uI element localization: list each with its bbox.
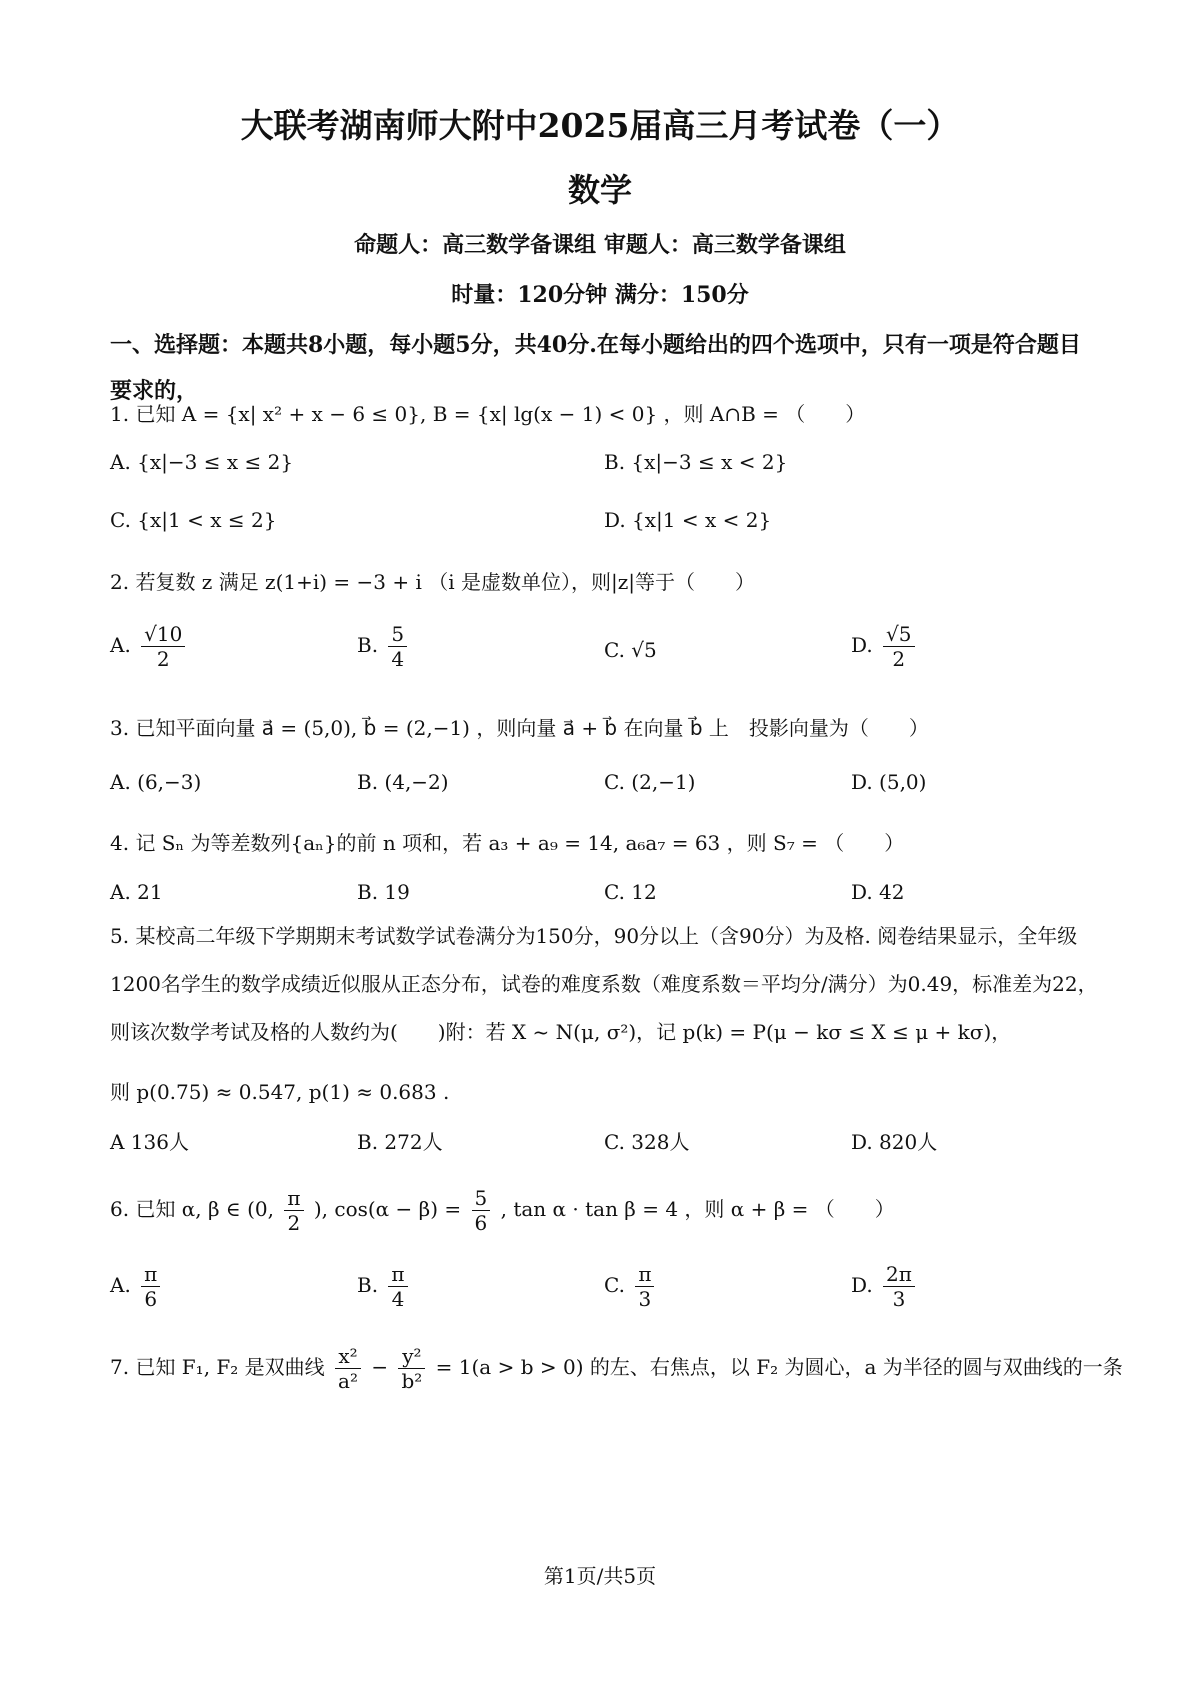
q4-option-c: C. 12 bbox=[604, 880, 657, 904]
q2-option-b-label: B. bbox=[357, 633, 379, 657]
q6-option-d-den: 3 bbox=[892, 1287, 906, 1311]
q6-option-b-num: π bbox=[388, 1262, 407, 1287]
q7-stem-frac-num: x² bbox=[335, 1344, 361, 1369]
q7-stem-fraction bbox=[335, 1344, 361, 1393]
q6-option-a-den: 6 bbox=[144, 1287, 158, 1311]
q7-stem-frac2-den: b² bbox=[401, 1369, 423, 1393]
q6-stem-mid: ), cos(α − β) = bbox=[313, 1197, 462, 1221]
q6-option-c-label: C. bbox=[604, 1273, 625, 1297]
q6-option-c-num: π bbox=[635, 1262, 654, 1287]
q2-option-b bbox=[357, 622, 411, 671]
q4-option-b: B. 19 bbox=[357, 880, 410, 904]
q4-option-d: D. 42 bbox=[851, 880, 905, 904]
q6-option-a-fraction bbox=[141, 1262, 160, 1311]
q6-option-d-label: D. bbox=[851, 1273, 873, 1297]
exam-title: 大联考湖南师大附中2025届高三月考试卷（一） bbox=[240, 106, 960, 145]
question-5-stem: 5. 某校高二年级下学期期末考试数学试卷满分为150分，90分以上（含90分）为及格. 阅卷结果显示，全年级1200名学生的数学成绩近似服从正态分布，试卷的难度系数（难度系数＝平均分/满分）为0.49，标准差为22，则该次数学考试及格的人数约为( )附：若 X ~ N(μ, σ²)，记 p(k) = P(μ − kσ ≤ X ≤ μ + kσ)， bbox=[110, 924, 1098, 1044]
q6-stem-suffix: , tan α · tan β = 4 ，则 α + β = （ ） bbox=[500, 1197, 895, 1221]
q6-option-b-fraction bbox=[388, 1262, 407, 1311]
q1-option-b: B. {x|−3 ≤ x < 2} bbox=[604, 450, 788, 474]
q1-option-d: D. {x|1 < x < 2} bbox=[604, 508, 772, 532]
q2-option-a-label: A. bbox=[110, 633, 131, 657]
q5-option-d: D. 820人 bbox=[851, 1130, 938, 1154]
q3-option-d: D. (5,0) bbox=[851, 770, 927, 794]
q5-option-a: A 136人 bbox=[110, 1130, 189, 1154]
q5-option-c: C. 328人 bbox=[604, 1130, 690, 1154]
q2-option-d-den: 2 bbox=[892, 647, 906, 671]
q1-option-a: A. {x|−3 ≤ x ≤ 2} bbox=[110, 450, 294, 474]
q6-option-a-label: A. bbox=[110, 1273, 131, 1297]
q6-option-a bbox=[110, 1262, 164, 1311]
q6-option-a-num: π bbox=[141, 1262, 160, 1287]
question-7-stem bbox=[110, 1344, 1123, 1393]
q7-stem-frac2-num: y² bbox=[398, 1344, 425, 1369]
q7-stem-frac-den: a² bbox=[338, 1369, 358, 1393]
question-3-stem: 3. 已知平面向量 a⃗ = (5,0), b⃗ = (2,−1) ，则向量 a⃗ + b⃗ 在向量 b⃗ 上 投影向量为（ ） bbox=[110, 716, 929, 740]
q7-stem-minus: − bbox=[371, 1355, 389, 1379]
subject-title: 数学 bbox=[567, 171, 632, 209]
q3-option-a: A. (6,−3) bbox=[110, 770, 202, 794]
q3-option-c: C. (2,−1) bbox=[604, 770, 696, 794]
q6-option-b bbox=[357, 1262, 412, 1311]
question-1-stem: 1. 已知 A = {x| x² + x − 6 ≤ 0}, B = {x| lg(x − 1) < 0} ，则 A∩B = （ ） bbox=[110, 402, 866, 426]
section-heading: 一、选择题：本题共8小题，每小题5分，共40分.在每小题给出的四个选项中，只有一项是符合题目要求的， bbox=[110, 332, 1081, 404]
q6-option-b-label: B. bbox=[357, 1273, 379, 1297]
q3-option-b: B. (4,−2) bbox=[357, 770, 449, 794]
q6-stem-frac2-den: 6 bbox=[474, 1211, 488, 1235]
q2-option-b-den: 4 bbox=[391, 647, 405, 671]
q1-option-c: C. {x|1 < x ≤ 2} bbox=[110, 508, 277, 532]
q2-option-d-label: D. bbox=[851, 633, 873, 657]
q7-stem-suffix: = 1(a > b > 0) 的左、右焦点，以 F₂ 为圆心，a 为半径的圆与双曲线的一条 bbox=[435, 1355, 1123, 1379]
question-4-stem: 4. 记 Sₙ 为等差数列{aₙ}的前 n 项和，若 a₃ + a₉ = 14, a₆a₇ = 63 ，则 S₇ = （ ） bbox=[110, 831, 905, 855]
q6-option-d bbox=[851, 1262, 919, 1311]
q2-option-b-num: 5 bbox=[388, 622, 407, 647]
page-footer: 第1页/共5页 bbox=[543, 1564, 657, 1588]
q7-stem-fraction-2 bbox=[398, 1344, 425, 1393]
timing-line: 时量：120分钟 满分：150分 bbox=[451, 282, 749, 308]
q6-option-d-num: 2π bbox=[883, 1262, 915, 1287]
q2-option-d-num: √5 bbox=[883, 622, 914, 647]
question-6-stem bbox=[110, 1186, 895, 1235]
q7-stem-prefix: 7. 已知 F₁, F₂ 是双曲线 bbox=[110, 1355, 325, 1379]
q6-option-d-fraction bbox=[883, 1262, 915, 1311]
q6-stem-prefix: 6. 已知 α, β ∈ (0, bbox=[110, 1197, 274, 1221]
q6-option-c bbox=[604, 1262, 658, 1311]
authors-line: 命题人：高三数学备课组 审题人：高三数学备课组 bbox=[354, 232, 846, 258]
q2-option-a bbox=[110, 622, 189, 671]
q2-option-a-num: √10 bbox=[141, 622, 185, 647]
q2-option-d bbox=[851, 622, 919, 671]
q6-option-c-den: 3 bbox=[638, 1287, 652, 1311]
question-2-stem: 2. 若复数 z 满足 z(1+i) = −3 + i （i 是虚数单位），则|z|等于（ ） bbox=[110, 570, 756, 594]
q4-option-a: A. 21 bbox=[110, 880, 163, 904]
q6-stem-fraction bbox=[284, 1186, 303, 1235]
q6-option-b-den: 4 bbox=[391, 1287, 405, 1311]
q5-option-b: B. 272人 bbox=[357, 1130, 443, 1154]
q2-option-b-fraction bbox=[388, 622, 407, 671]
q2-option-d-fraction bbox=[883, 622, 914, 671]
q6-stem-frac-den: 2 bbox=[287, 1211, 301, 1235]
q6-stem-frac-num: π bbox=[284, 1186, 303, 1211]
q6-option-c-fraction bbox=[635, 1262, 654, 1311]
q2-option-a-den: 2 bbox=[156, 647, 170, 671]
q6-stem-frac2-num: 5 bbox=[472, 1186, 491, 1211]
q6-stem-fraction-2 bbox=[472, 1186, 491, 1235]
q2-option-c: C. √5 bbox=[604, 638, 657, 662]
q2-option-a-fraction bbox=[141, 622, 185, 671]
question-5-note: 则 p(0.75) ≈ 0.547, p(1) ≈ 0.683 . bbox=[110, 1080, 450, 1104]
